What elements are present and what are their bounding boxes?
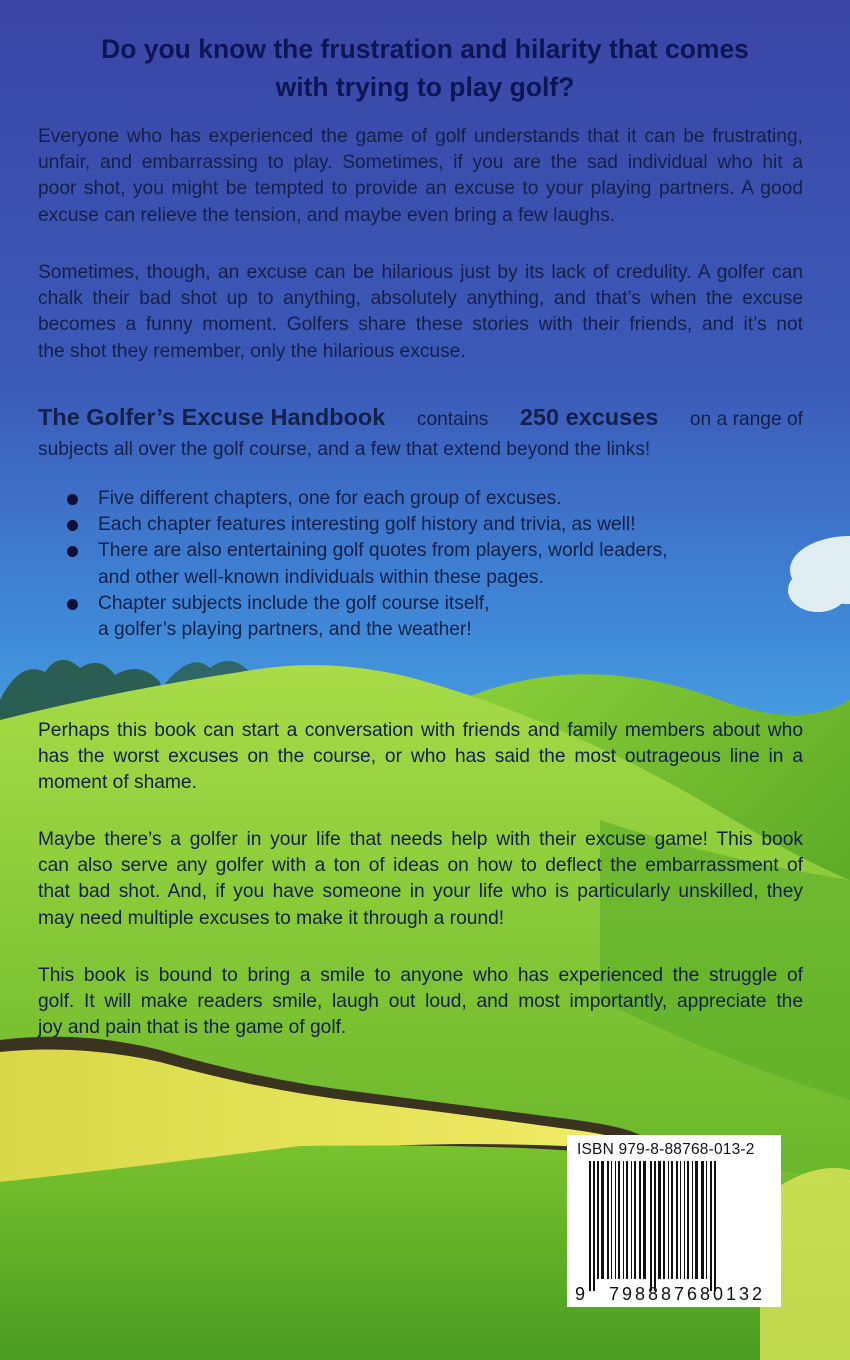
conversation-line: Perhaps this book can start a conversation with friends and family members about who xyxy=(38,720,803,741)
feature-text: There are also entertaining golf quotes from players, world leaders, xyxy=(98,540,668,562)
intro-line: Everyone who has experienced the game of golf understands that it can be frustrating, xyxy=(38,126,803,147)
barcode-bar xyxy=(692,1161,693,1279)
headline xyxy=(60,30,790,106)
handbook-line-1 xyxy=(38,402,803,435)
barcode-bar xyxy=(706,1161,707,1279)
barcode-bar xyxy=(618,1161,620,1279)
feature-item xyxy=(60,591,780,643)
conversation-line: has the worst excuses on the course, or who has said the most outrageous line in a xyxy=(38,746,803,768)
barcode-bar xyxy=(626,1161,628,1279)
intro-paragraph xyxy=(38,124,803,229)
handbook-paragraph xyxy=(38,402,803,465)
barcode-bar xyxy=(654,1161,656,1291)
credulity-line: becomes a funny moment. Golfers share these stories with their friends, and it’s not xyxy=(38,314,803,336)
feature-text: Chapter subjects include the golf course itself, xyxy=(98,592,490,614)
barcode-bar xyxy=(623,1161,624,1279)
barcode-bar xyxy=(634,1161,636,1279)
gift-line: may need multiple excuses to make it through a round! xyxy=(38,907,505,929)
closing-line: joy and pain that is the game of golf. xyxy=(38,1017,347,1039)
headline-line-2: with trying to play golf? xyxy=(275,72,575,102)
credulity-line: the shot they remember, only the hilarious excuse. xyxy=(38,340,466,362)
barcode-bar xyxy=(714,1161,716,1291)
barcode-bar xyxy=(589,1161,591,1291)
barcode-bar xyxy=(607,1161,609,1279)
credulity-line: chalk their bad shot up to anything, absolutely anything, and that’s when the excuse xyxy=(38,288,803,310)
gift-line: that bad shot. And, if you have someone in your life who is particularly unskilled, they xyxy=(38,881,803,903)
gift-paragraph xyxy=(38,827,803,932)
barcode-bar xyxy=(650,1161,652,1291)
isbn-label: ISBN 979-8-88768-013-2 xyxy=(577,1141,755,1158)
intro-line: poor shot, you might be tempted to provide an excuse to your playing partners. A good xyxy=(38,178,803,200)
barcode-bar xyxy=(593,1161,595,1291)
intro-line: excuse can relieve the tension, and maybe even bring a few laughs. xyxy=(38,204,616,226)
feature-text: and other well-known individuals within these pages. xyxy=(98,566,544,588)
barcode-bar xyxy=(611,1161,612,1279)
barcode-bar xyxy=(643,1161,646,1279)
bullet-icon xyxy=(67,546,78,557)
isbn-barcode-box xyxy=(567,1135,781,1307)
barcode-bar xyxy=(710,1161,712,1291)
feature-text: Five different chapters, one for each group of excuses. xyxy=(98,488,562,509)
barcode-bar xyxy=(631,1161,632,1279)
barcode-bar xyxy=(701,1161,704,1279)
barcode-bar xyxy=(597,1161,599,1279)
barcode-bar xyxy=(680,1161,681,1279)
conversation-line: moment of shame. xyxy=(38,772,197,794)
handbook-contains: contains xyxy=(416,409,489,430)
barcode-bar xyxy=(671,1161,673,1279)
handbook-line-2: subjects all over the golf course, and a few that extend beyond the links! xyxy=(38,439,651,460)
barcode-bars xyxy=(589,1161,716,1291)
feature-list xyxy=(60,486,780,643)
feature-item xyxy=(60,486,780,512)
feature-text: a golfer’s playing partners, and the weather! xyxy=(98,619,472,641)
feature-text: Each chapter features interesting golf history and trivia, as well! xyxy=(98,514,636,536)
barcode-bar xyxy=(695,1161,698,1279)
gift-line: Maybe there’s a golfer in your life that needs help with their excuse game! This book xyxy=(38,829,803,850)
handbook-rest: on a range of xyxy=(689,409,803,430)
book-title: The Golfer’s Excuse Handbook xyxy=(38,404,386,430)
credulity-paragraph xyxy=(38,260,803,365)
feature-item xyxy=(60,538,780,590)
headline-line-1: Do you know the frustration and hilarity that comes xyxy=(101,34,749,64)
barcode-bar xyxy=(684,1161,685,1279)
closing-line: golf. It will make readers smile, laugh out loud, and most importantly, appreciate the xyxy=(38,991,803,1013)
intro-line: unfair, and embarrassing to play. Sometimes, if you are the sad individual who hit a xyxy=(38,152,803,174)
barcode-bar xyxy=(676,1161,678,1279)
barcode-digits-right: 680132 xyxy=(687,1284,766,1304)
credulity-line: Sometimes, though, an excuse can be hilarious just by its lack of credulity. A golfer can xyxy=(38,262,803,283)
barcode-bar xyxy=(601,1161,604,1279)
barcode-digit-lead: 9 xyxy=(575,1284,586,1304)
barcode xyxy=(567,1135,781,1307)
feature-item xyxy=(60,512,780,538)
gift-line: can also serve any golfer with a ton of ideas on how to deflect the embarrassment of xyxy=(38,855,803,877)
barcode-bar xyxy=(639,1161,641,1279)
excuse-count: 250 excuses xyxy=(519,404,659,430)
bullet-icon xyxy=(67,520,78,531)
bullet-icon xyxy=(67,599,78,610)
closing-line: This book is bound to bring a smile to anyone who has experienced the struggle of xyxy=(38,965,803,986)
barcode-digits-left: 798887 xyxy=(609,1284,688,1304)
barcode-bar xyxy=(615,1161,616,1279)
barcode-bar xyxy=(687,1161,689,1279)
closing-paragraph xyxy=(38,963,803,1042)
bullet-icon xyxy=(67,494,78,505)
barcode-bar xyxy=(663,1161,665,1279)
barcode-bar xyxy=(658,1161,661,1279)
conversation-paragraph xyxy=(38,718,803,797)
barcode-bar xyxy=(668,1161,669,1279)
